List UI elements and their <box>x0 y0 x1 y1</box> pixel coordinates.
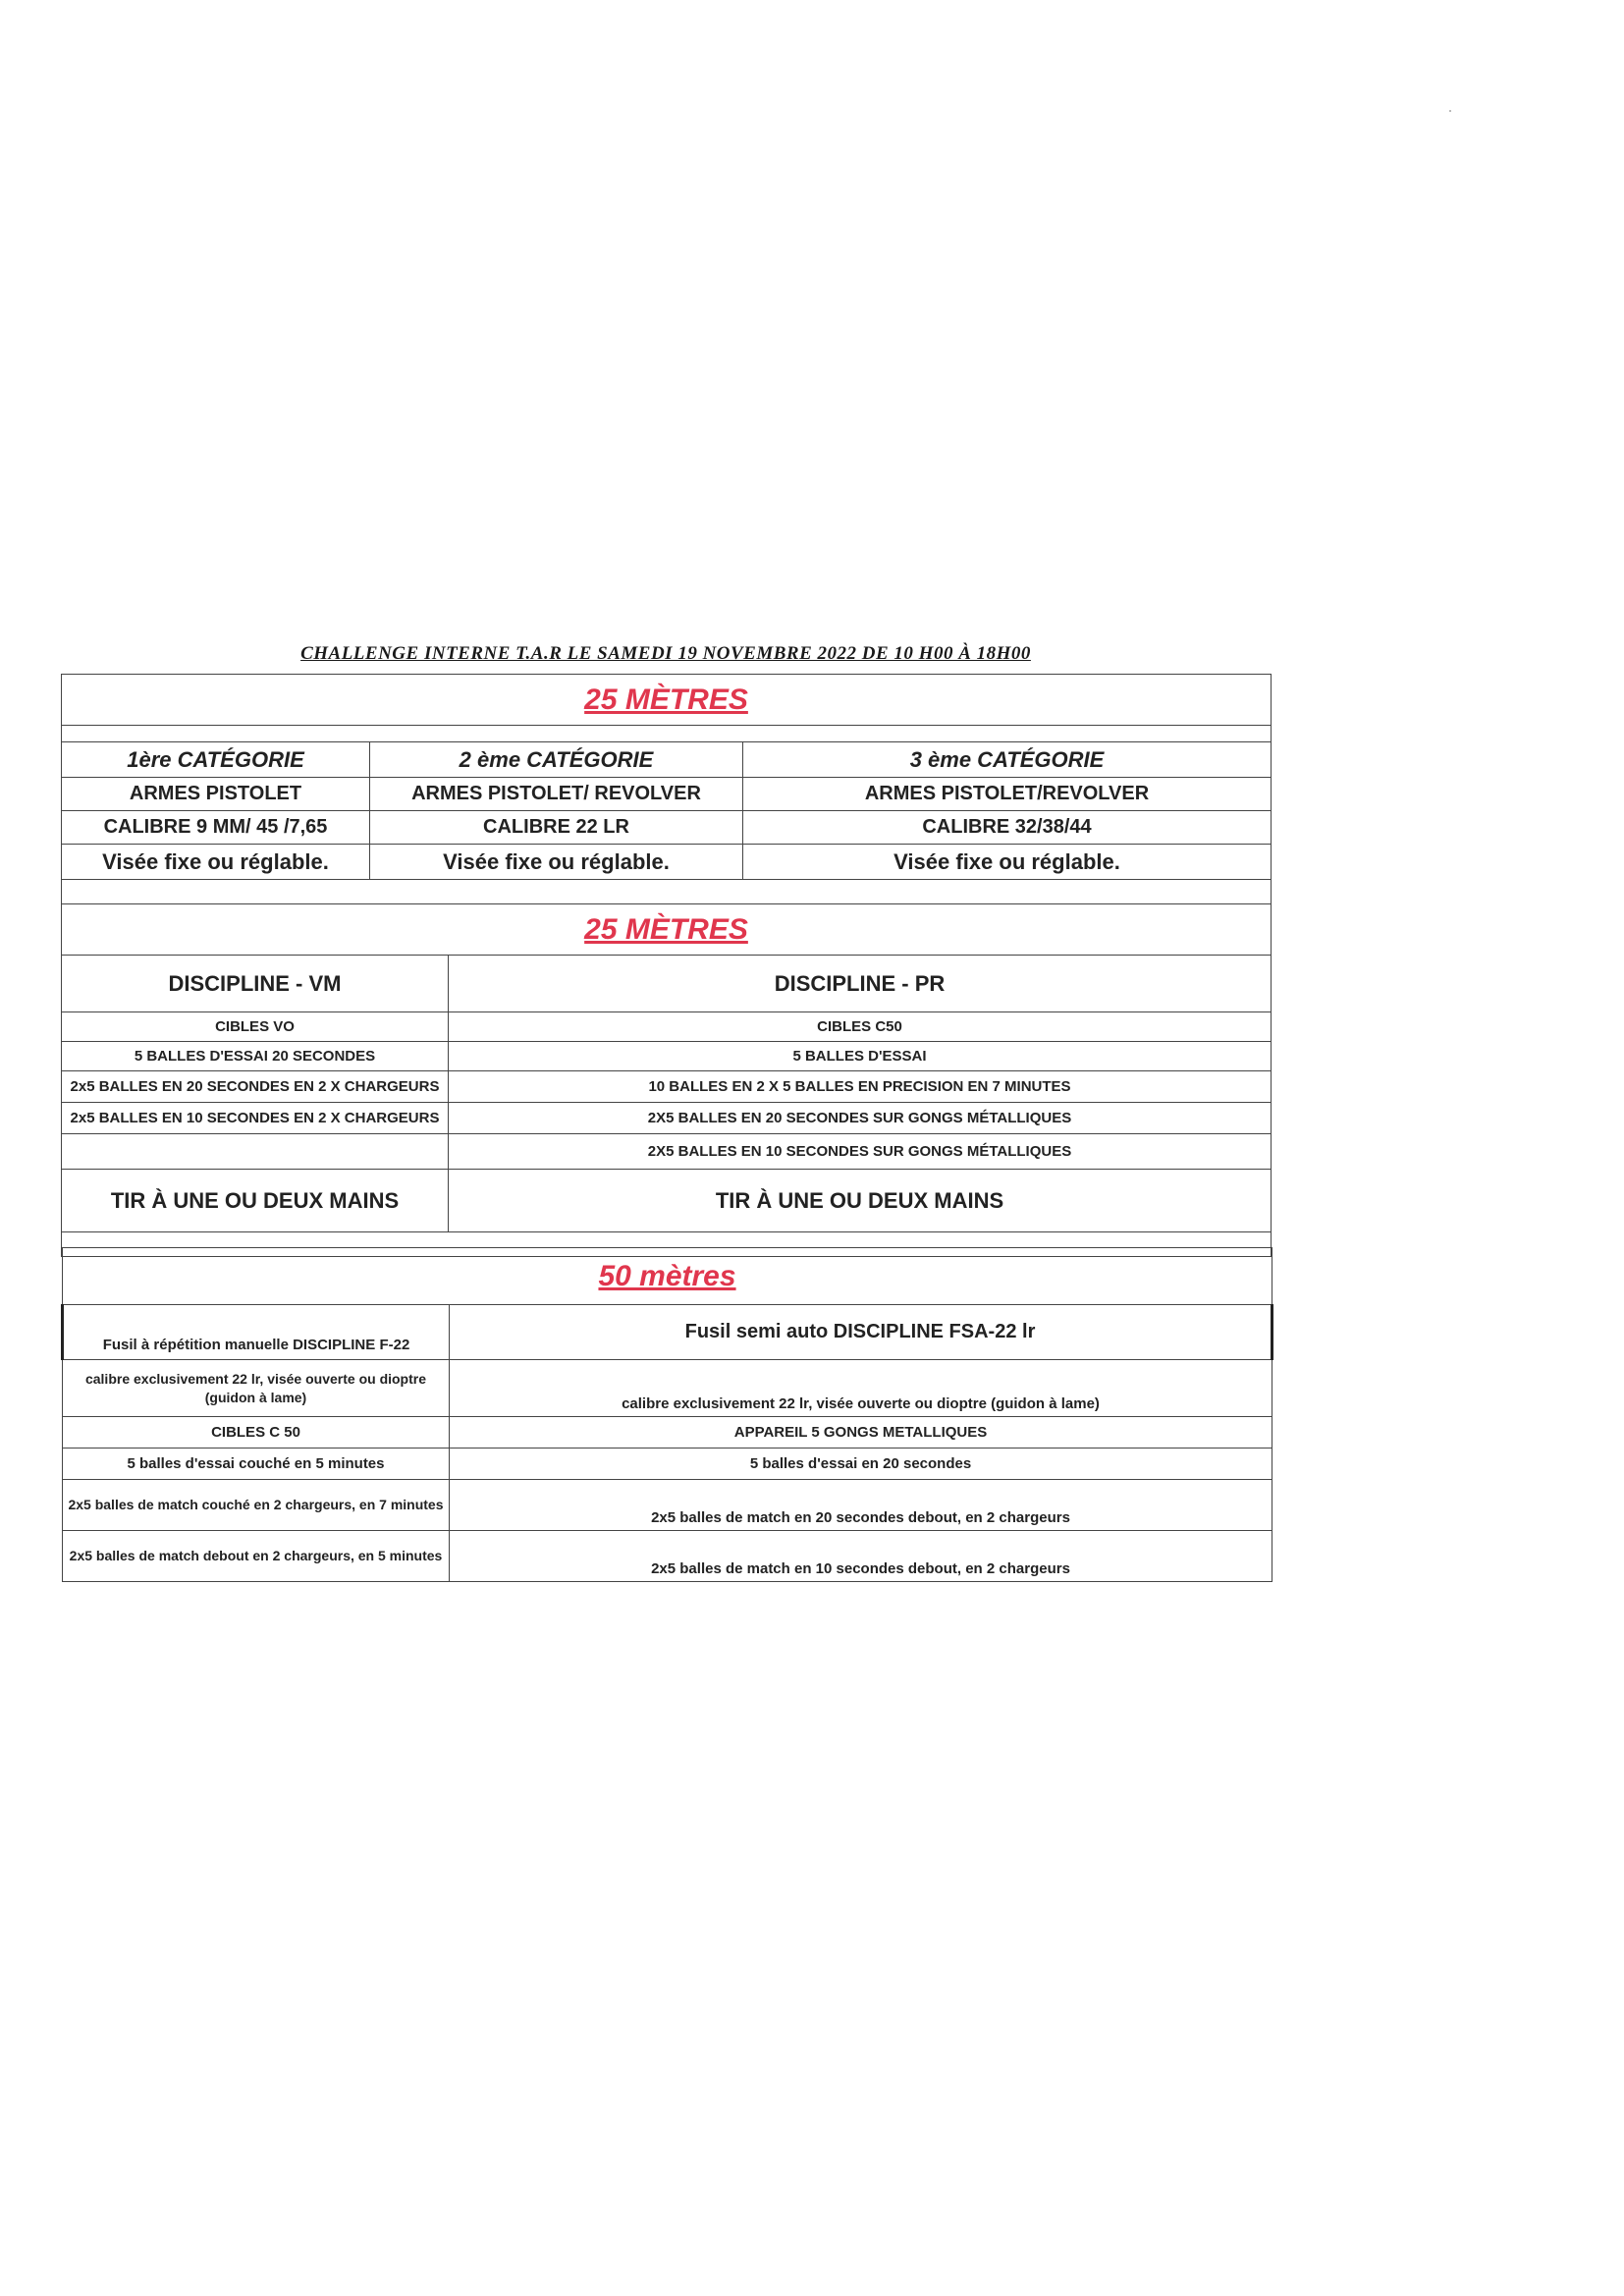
category-2-sight: Visée fixe ou réglable. <box>370 845 743 880</box>
spacer-row <box>62 880 1272 904</box>
vm-row: CIBLES VO <box>62 1012 449 1042</box>
pr-row: 5 BALLES D'ESSAI <box>449 1042 1272 1071</box>
fsa-row: APPAREIL 5 GONGS METALLIQUES <box>450 1417 1272 1449</box>
pr-row: CIBLES C50 <box>449 1012 1272 1042</box>
category-3-caliber: CALIBRE 32/38/44 <box>743 811 1272 845</box>
vm-footer: TIR À UNE OU DEUX MAINS <box>62 1170 449 1232</box>
f22-row: CIBLES C 50 <box>63 1417 450 1449</box>
vm-title: DISCIPLINE - VM <box>62 956 449 1012</box>
category-1-sight: Visée fixe ou réglable. <box>62 845 370 880</box>
scan-speck <box>1449 110 1451 112</box>
f22-row: calibre exclusivement 22 lr, visée ouverte ou dioptre (guidon à lame) <box>63 1360 450 1417</box>
f22-title: Fusil à répétition manuelle DISCIPLINE F-22 <box>63 1305 450 1360</box>
pr-row: 10 BALLES EN 2 X 5 BALLES EN PRECISION EN 7 MINUTES <box>449 1071 1272 1103</box>
f22-row: 2x5 balles de match debout en 2 chargeurs, en 5 minutes <box>63 1531 450 1582</box>
category-2-arms: ARMES PISTOLET/ REVOLVER <box>370 778 743 811</box>
category-1-caliber: CALIBRE 9 MM/ 45 /7,65 <box>62 811 370 845</box>
section1-heading <box>62 675 1272 726</box>
pr-title: DISCIPLINE - PR <box>449 956 1272 1012</box>
section2-heading <box>62 904 1272 956</box>
category-2-caliber: CALIBRE 22 LR <box>370 811 743 845</box>
section2-heading-text: 25 MÈTRES <box>584 912 748 946</box>
fsa-title: Fusil semi auto DISCIPLINE FSA-22 lr <box>450 1305 1272 1360</box>
vm-row: 5 BALLES D'ESSAI 20 SECONDES <box>62 1042 449 1071</box>
category-1-arms: ARMES PISTOLET <box>62 778 370 811</box>
fsa-row: 5 balles d'essai en 20 secondes <box>450 1449 1272 1480</box>
vm-row: 2x5 BALLES EN 10 SECONDES EN 2 X CHARGEURS <box>62 1103 449 1134</box>
pr-row: 2X5 BALLES EN 20 SECONDES SUR GONGS MÉTALLIQUES <box>449 1103 1272 1134</box>
pr-footer: TIR À UNE OU DEUX MAINS <box>449 1170 1272 1232</box>
vm-row: 2x5 BALLES EN 20 SECONDES EN 2 X CHARGEURS <box>62 1071 449 1103</box>
section3-heading <box>63 1248 1272 1305</box>
vm-row <box>62 1134 449 1170</box>
rifles-50m-table <box>61 1247 1273 1582</box>
fsa-row: 2x5 balles de match en 10 secondes debout, en 2 chargeurs <box>450 1531 1272 1582</box>
disciplines-25m-table <box>61 903 1272 1257</box>
categories-table <box>61 674 1272 904</box>
fsa-row: calibre exclusivement 22 lr, visée ouverte ou dioptre (guidon à lame) <box>450 1360 1272 1417</box>
category-3-sight: Visée fixe ou réglable. <box>743 845 1272 880</box>
document-title: CHALLENGE INTERNE T.A.R LE SAMEDI 19 NOVEMBRE 2022 DE 10 H00 À 18H00 <box>300 643 1031 664</box>
category-2-name: 2 ème CATÉGORIE <box>370 742 743 778</box>
category-3-name: 3 ème CATÉGORIE <box>743 742 1272 778</box>
category-3-arms: ARMES PISTOLET/REVOLVER <box>743 778 1272 811</box>
f22-row: 5 balles d'essai couché en 5 minutes <box>63 1449 450 1480</box>
category-1-name: 1ère CATÉGORIE <box>62 742 370 778</box>
spacer-row <box>62 726 1272 742</box>
section1-heading-text: 25 MÈTRES <box>584 683 748 716</box>
pr-row: 2X5 BALLES EN 10 SECONDES SUR GONGS MÉTALLIQUES <box>449 1134 1272 1170</box>
f22-row: 2x5 balles de match couché en 2 chargeurs, en 7 minutes <box>63 1480 450 1531</box>
section3-heading-text: 50 mètres <box>598 1259 736 1292</box>
fsa-row: 2x5 balles de match en 20 secondes debout, en 2 chargeurs <box>450 1480 1272 1531</box>
